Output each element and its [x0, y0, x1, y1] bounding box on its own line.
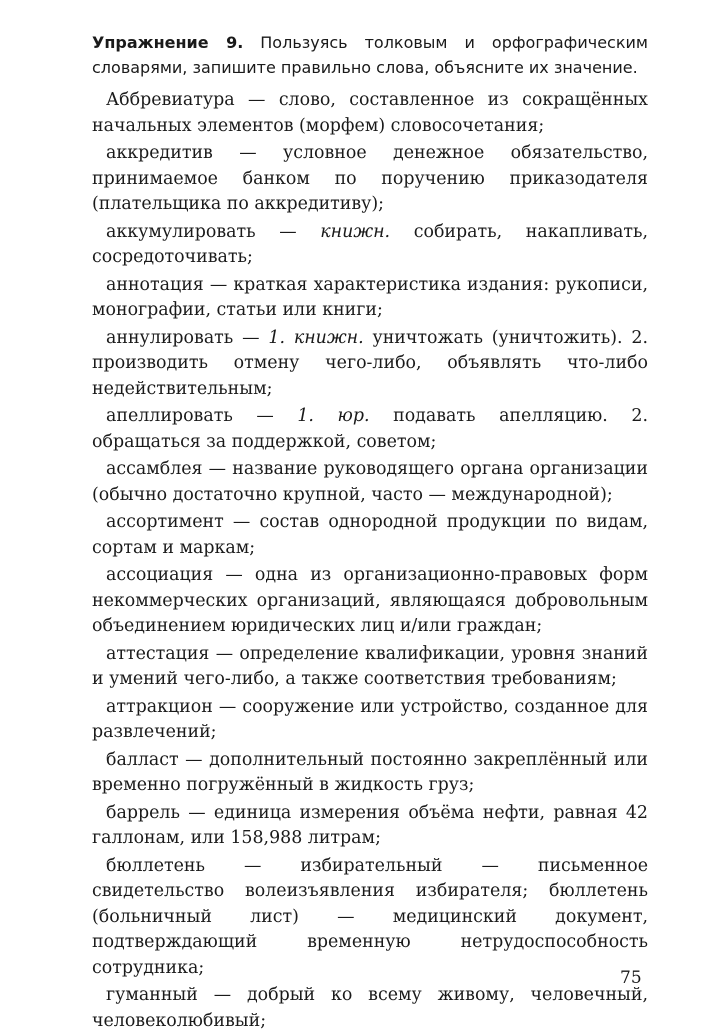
page-number: 75: [620, 968, 642, 988]
glossary-entry: [92, 141, 648, 218]
glossary-entry: [92, 273, 648, 324]
entry-term: аккредитив: [106, 143, 213, 163]
glossary-entry: [92, 695, 648, 746]
entry-separator: —: [197, 985, 247, 1005]
glossary-entry: [92, 404, 648, 455]
entry-definition: уничтожать (уничтожить). 2. производить отмену чего-либо, объявлять что-либо недействительным;: [92, 327, 648, 399]
glossary-list: [92, 88, 648, 1034]
entry-term: аннотация: [106, 274, 204, 295]
entry-separator: —: [209, 643, 240, 664]
glossary-entry: [92, 854, 648, 982]
entry-term: аттестация: [106, 643, 210, 664]
glossary-entry: [92, 457, 648, 508]
entry-definition: условное денежное обязательство, принимаемое банком по поручению приказодателя (плательщика по аккредитиву);: [92, 143, 648, 214]
entry-definition: название руководящего органа организации (обычно достаточно крупной, часто — международной);: [92, 459, 648, 505]
glossary-entry: [92, 801, 648, 852]
entry-term: ассамблея: [106, 459, 203, 479]
entry-separator: —: [203, 274, 234, 295]
entry-definition: сооружение или устройство, созданное для развлечений;: [92, 696, 648, 742]
entry-term: балласт: [106, 749, 179, 770]
entry-definition: добрый ко всему живому, человечный, человеколюбивый;: [92, 985, 648, 1031]
entry-definition: одна из организационно-правовых форм некоммерческих организаций, являющаяся добровольным объединением юридических лиц и/или граждан;: [92, 565, 648, 636]
exercise-heading: [92, 30, 648, 80]
entry-separator: —: [233, 327, 269, 348]
entry-label: 1. книжн.: [268, 327, 364, 348]
entry-separator: —: [179, 802, 214, 823]
entry-separator: —: [213, 565, 255, 585]
glossary-entry: [92, 326, 648, 403]
entry-definition: подавать апелляцию. 2. обращаться за поддержкой, советом;: [92, 406, 649, 452]
exercise-instruction: Пользуясь толковым и орфографическим словарями, запишите правильно слова, объясните их значение.: [92, 33, 648, 77]
entry-label: книжн.: [320, 221, 391, 242]
entry-separator: —: [204, 855, 301, 876]
entry-definition: слово, составленное из сокращённых начальных элементов (морфем) словосочетания;: [92, 90, 648, 136]
entry-definition: единица измерения объёма нефти, равная 42 галлонам, или 158,988 литрам;: [92, 802, 648, 848]
glossary-entry: [92, 563, 648, 640]
glossary-entry: [92, 510, 648, 561]
entry-separator: —: [202, 459, 233, 479]
glossary-entry: [92, 220, 648, 271]
entry-term: аттракцион: [106, 696, 213, 717]
textbook-page: [92, 30, 648, 1036]
entry-definition: состав однородной продукции по видам, сортам и маркам;: [92, 512, 648, 558]
glossary-entry: [92, 88, 648, 139]
exercise-label: Упражнение 9.: [92, 33, 244, 52]
entry-separator: —: [212, 696, 243, 717]
entry-term: баррель: [106, 802, 180, 823]
entry-definition: избирательный — письменное свидетельство волеизъявления избирателя; бюллетень (больничный лист) — медицинский документ, подтверждающий временную нетрудоспособность сотрудника;: [92, 855, 649, 978]
entry-term: ассортимент: [106, 512, 224, 532]
entry-definition: дополнительный постоянно закреплённый или временно погружённый в жидкость груз;: [92, 749, 648, 795]
entry-term: ассоциация: [106, 565, 214, 585]
glossary-entry: [92, 642, 648, 693]
entry-definition: собирать, накапливать, сосредоточивать;: [92, 221, 648, 267]
entry-term: апеллировать: [106, 406, 233, 426]
entry-separator: —: [232, 406, 298, 426]
entry-term: аннулировать: [106, 327, 234, 348]
entry-label: 1. юр.: [297, 406, 370, 426]
entry-term: гуманный: [106, 985, 198, 1005]
entry-separator: —: [234, 90, 279, 110]
entry-term: бюллетень: [106, 855, 205, 876]
entry-definition: краткая характеристика издания: рукописи, монографии, статьи или книги;: [92, 274, 649, 320]
entry-separator: —: [223, 512, 260, 532]
entry-term: аккумулировать: [106, 221, 256, 242]
entry-separator: —: [212, 143, 284, 163]
entry-separator: —: [178, 749, 210, 770]
entry-term: Аббревиатура: [106, 90, 235, 110]
entry-definition: определение квалификации, уровня знаний и умений чего-либо, а также соответствия требованиям;: [92, 643, 648, 689]
glossary-entry: [92, 983, 648, 1034]
entry-separator: —: [255, 221, 321, 242]
glossary-entry: [92, 748, 648, 799]
